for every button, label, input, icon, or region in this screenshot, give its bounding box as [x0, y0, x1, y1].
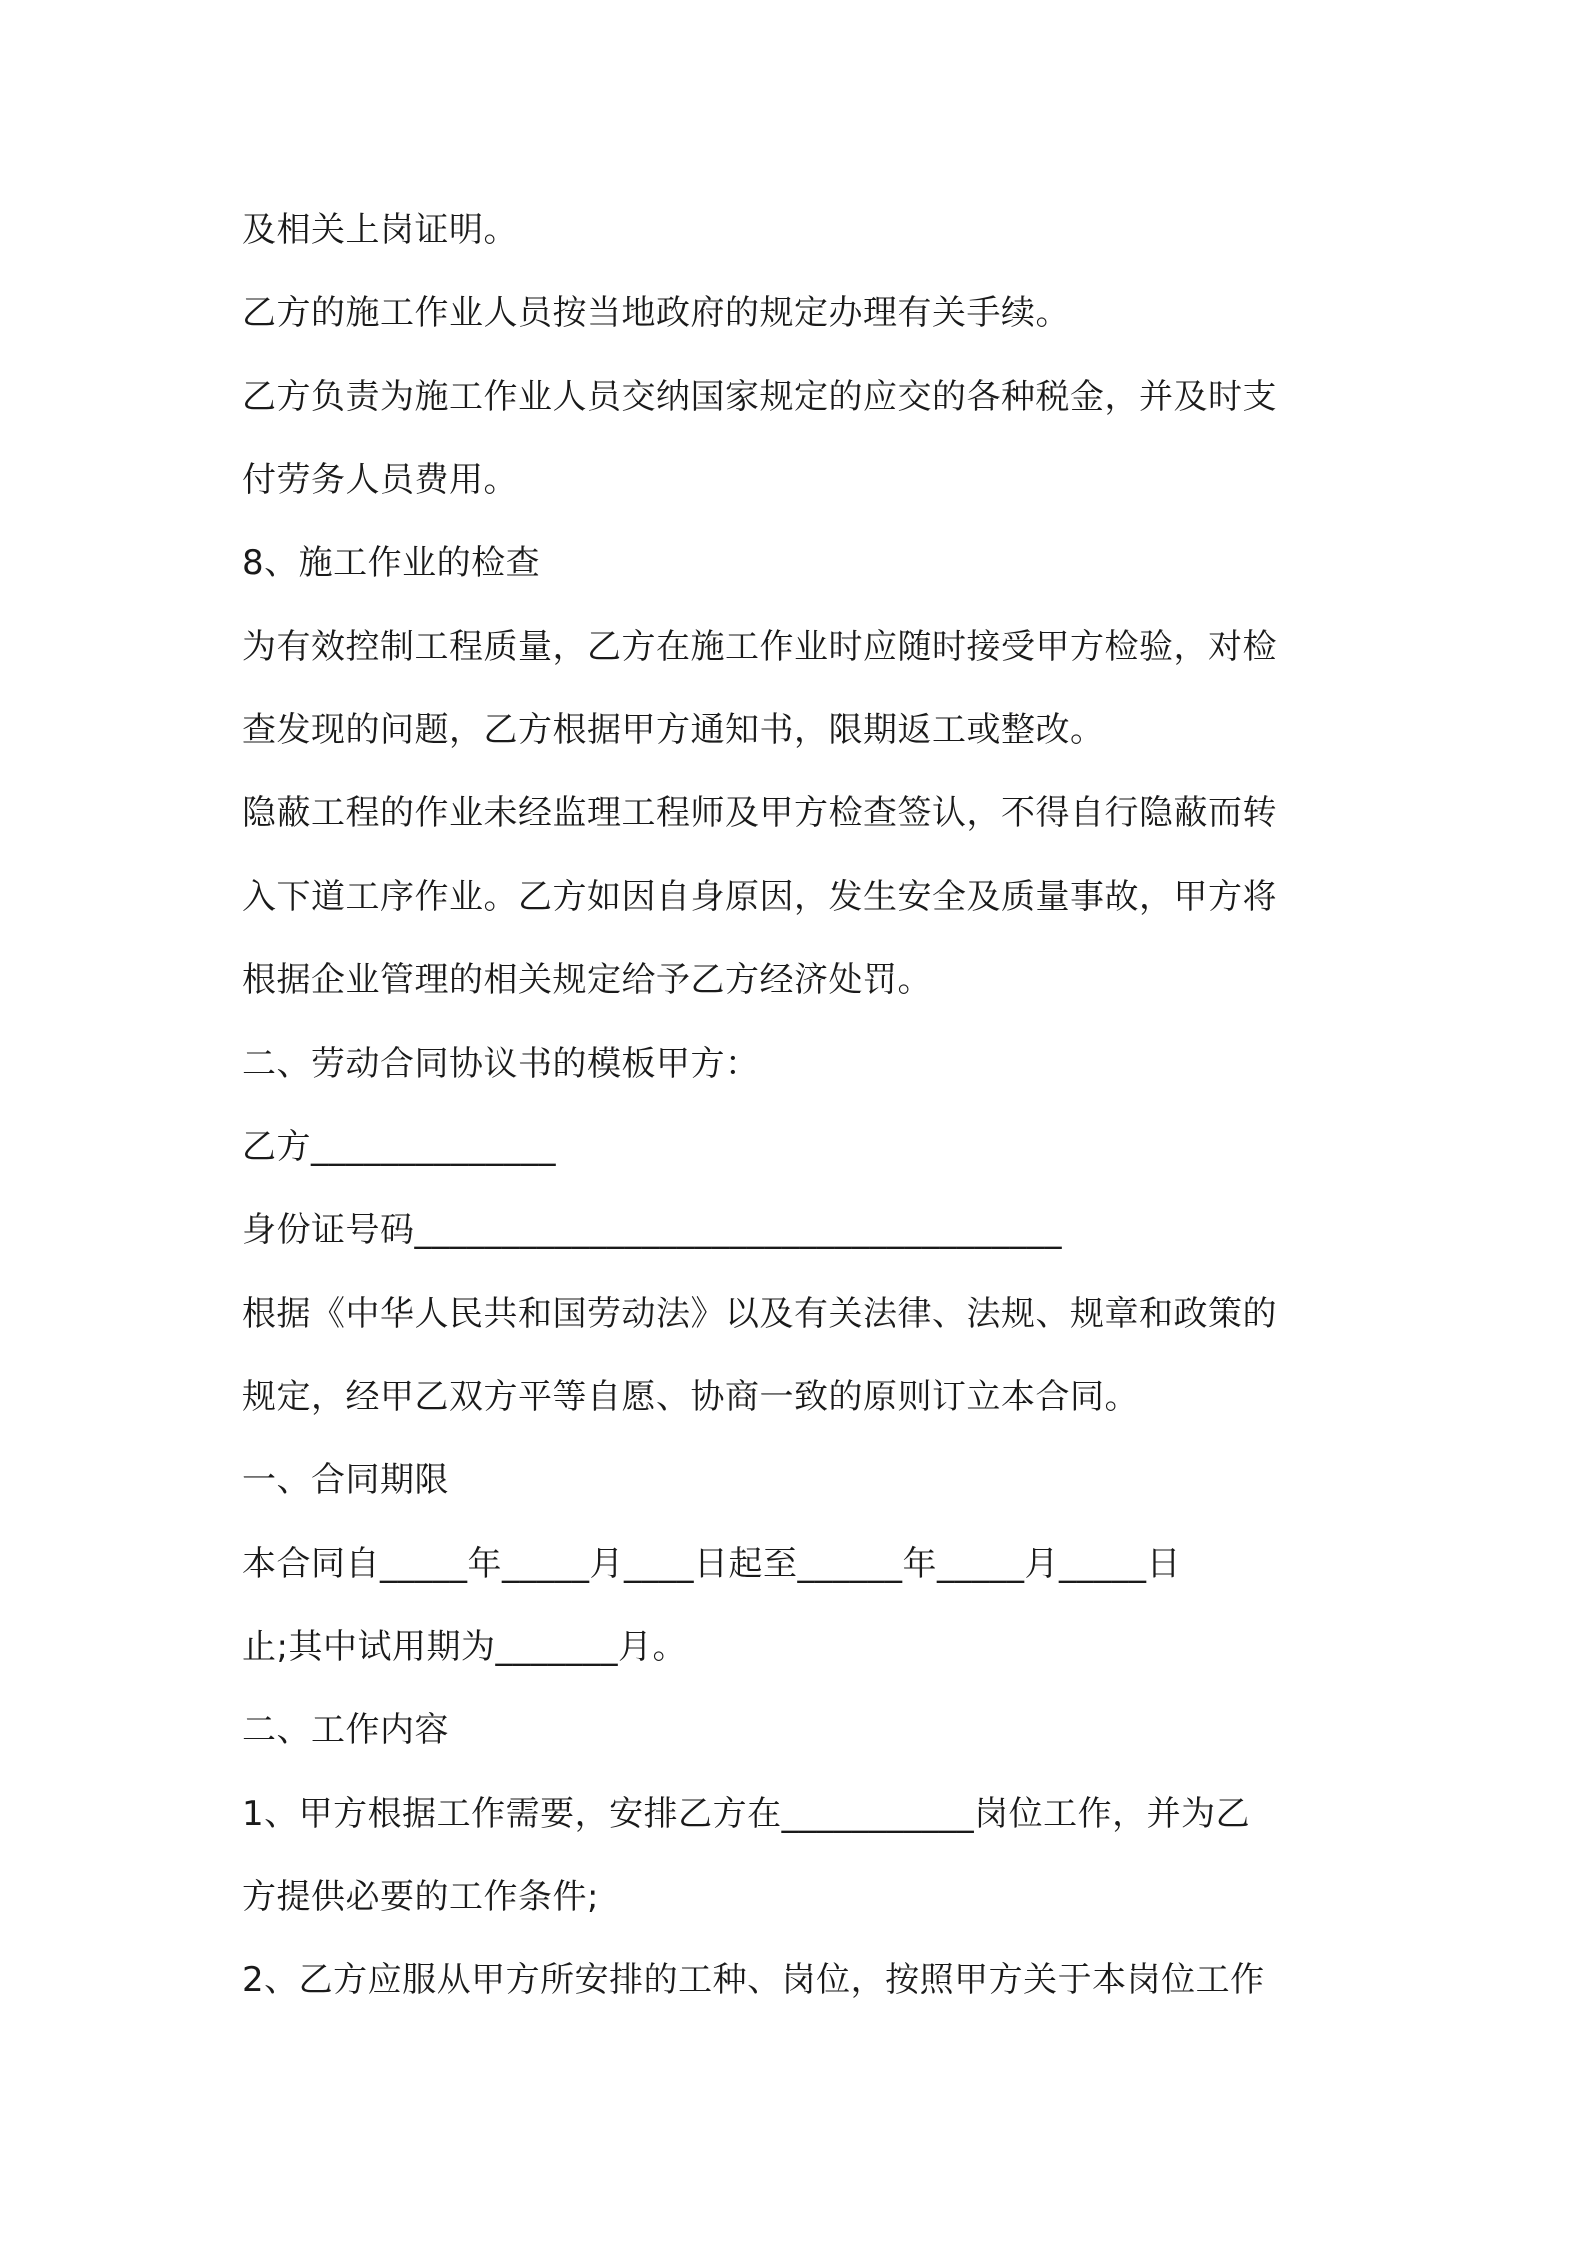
section-heading: 二、劳动合同协议书的模板甲方： [242, 1044, 760, 1084]
paragraph-line: 根据《中华人民共和国劳动法》以及有关法律、法规、规章和政策的 [242, 1294, 1277, 1334]
paragraph-line: 乙方的施工作业人员按当地政府的规定办理有关手续。 [242, 293, 1070, 333]
paragraph-line: 入下道工序作业。乙方如因自身原因，发生安全及质量事故，甲方将 [242, 877, 1277, 917]
paragraph-line: 1、甲方根据工作需要，安排乙方在___________岗位工作，并为乙 [242, 1794, 1251, 1834]
paragraph-line: 方提供必要的工作条件; [242, 1877, 599, 1917]
paragraph-line: 隐蔽工程的作业未经监理工程师及甲方检查签认，不得自行隐蔽而转 [242, 793, 1277, 833]
form-field-probation: 止;其中试用期为_______月。 [242, 1627, 687, 1667]
form-field-contract-dates: 本合同自_____年_____月____日起至______年_____月_____日 [242, 1544, 1181, 1584]
section-heading: 一、合同期限 [242, 1460, 449, 1500]
paragraph-line: 查发现的问题，乙方根据甲方通知书，限期返工或整改。 [242, 710, 1105, 750]
paragraph-line: 付劳务人员费用。 [242, 460, 518, 500]
paragraph-line: 为有效控制工程质量，乙方在施工作业时应随时接受甲方检验，对检 [242, 627, 1277, 667]
form-field-party-b: 乙方______________ [242, 1127, 556, 1167]
paragraph-line: 乙方负责为施工作业人员交纳国家规定的应交的各种税金，并及时支 [242, 377, 1277, 417]
form-field-id-number: 身份证号码_____________________________________ [242, 1210, 1062, 1250]
paragraph-line: 根据企业管理的相关规定给予乙方经济处罚。 [242, 960, 932, 1000]
paragraph-line: 及相关上岗证明。 [242, 210, 518, 250]
paragraph-line: 规定，经甲乙双方平等自愿、协商一致的原则订立本合同。 [242, 1377, 1139, 1417]
section-heading: 8、施工作业的检查 [242, 543, 541, 583]
paragraph-line: 2、乙方应服从甲方所安排的工种、岗位，按照甲方关于本岗位工作 [242, 1960, 1265, 2000]
section-heading: 二、工作内容 [242, 1710, 449, 1750]
